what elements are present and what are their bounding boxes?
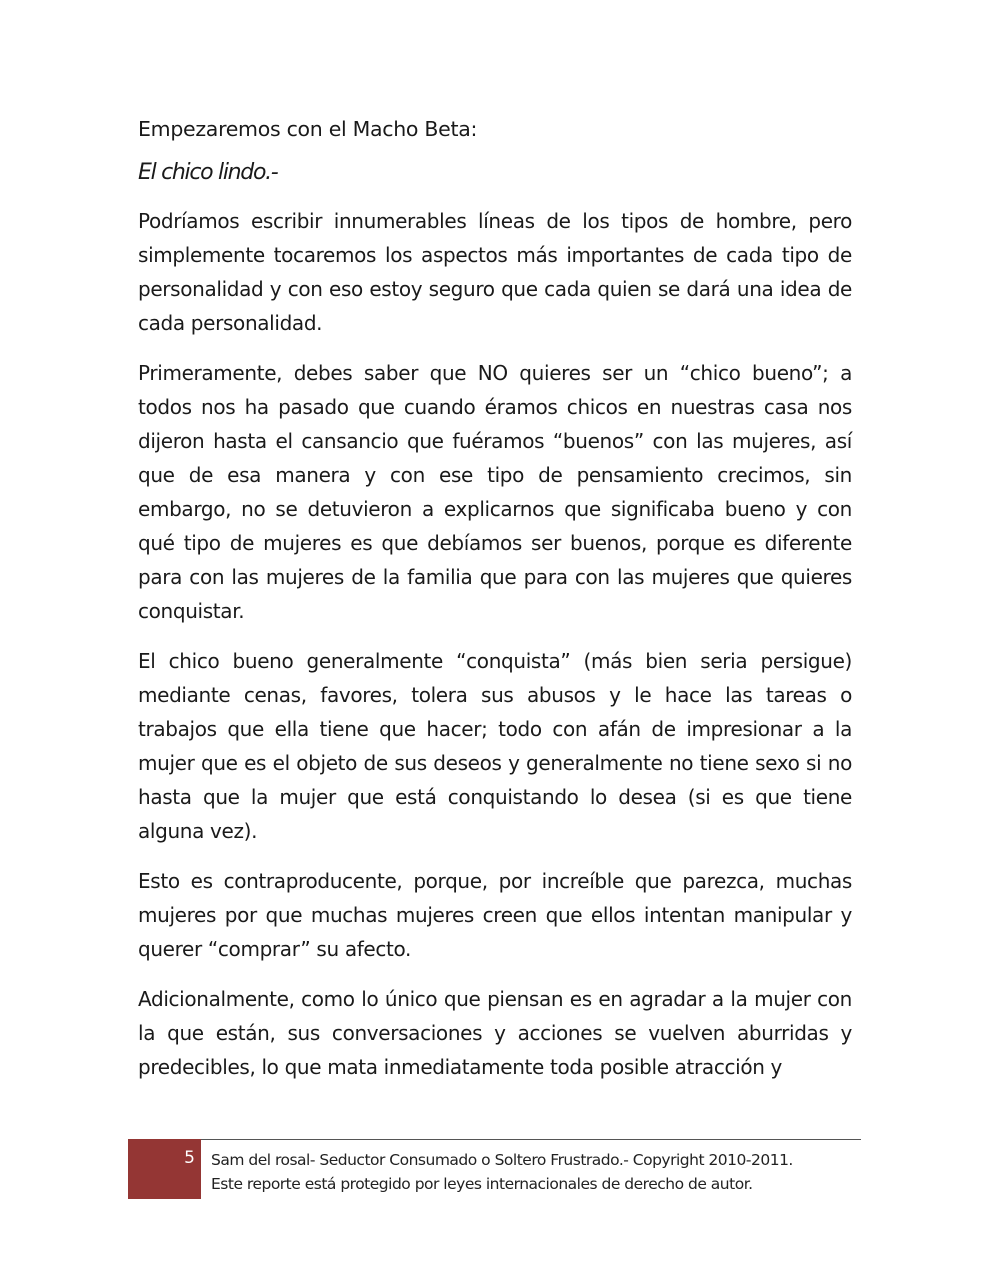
paragraph-2: Primeramente, debes saber que NO quieres ser un “chico bueno”; a todos nos ha pasado que cuando éramos chicos en nuestras casa nos dijeron hasta el cansancio que fuéramos “buenos” con las mujeres, así que de esa manera y con ese tipo de pensamiento crecimos, sin embargo, no se detuvieron a explicarnos que significaba bueno y con qué tipo de mujeres es que debíamos ser buenos, porque es diferente para con las mujeres de la familia que para con las mujeres que quieres conquistar. bbox=[138, 361, 852, 623]
footer-copyright bbox=[211, 1148, 861, 1196]
page-number: 5 bbox=[184, 1148, 195, 1168]
paragraph-3: El chico bueno generalmente “conquista” (más bien seria persigue) mediante cenas, favores, tolera sus abusos y le hace las tareas o trabajos que ella tiene que hacer; todo con afán de impresionar a la mujer que es el objeto de sus deseos y generalmente no tiene sexo si no hasta que la mujer que está conquistando lo desea (si es que tiene alguna vez). bbox=[138, 649, 852, 843]
section-heading: El chico lindo.- bbox=[138, 160, 278, 185]
page-number-box bbox=[128, 1139, 201, 1199]
paragraph-1: Podríamos escribir innumerables líneas de los tipos de hombre, pero simplemente tocaremos los aspectos más importantes de cada tipo de personalidad y con eso estoy seguro que cada quien se dará una idea de cada personalidad. bbox=[138, 209, 852, 335]
footer-line-2: Este reporte está protegido por leyes internacionales de derecho de autor. bbox=[211, 1175, 753, 1193]
footer-line-1: Sam del rosal- Seductor Consumado o Soltero Frustrado.- Copyright 2010-2011. bbox=[211, 1151, 793, 1169]
page-content bbox=[138, 112, 852, 1100]
page-footer bbox=[128, 1139, 861, 1199]
paragraph-4: Esto es contraproducente, porque, por increíble que parezca, muchas mujeres por que muchas mujeres creen que ellos intentan manipular y querer “comprar” su afecto. bbox=[138, 869, 852, 961]
paragraph-5: Adicionalmente, como lo único que piensan es en agradar a la mujer con la que están, sus conversaciones y acciones se vuelven aburridas y predecibles, lo que mata inmediatamente toda posible atracción y bbox=[138, 987, 852, 1079]
intro-text: Empezaremos con el Macho Beta: bbox=[138, 117, 478, 141]
footer-divider bbox=[128, 1139, 861, 1140]
